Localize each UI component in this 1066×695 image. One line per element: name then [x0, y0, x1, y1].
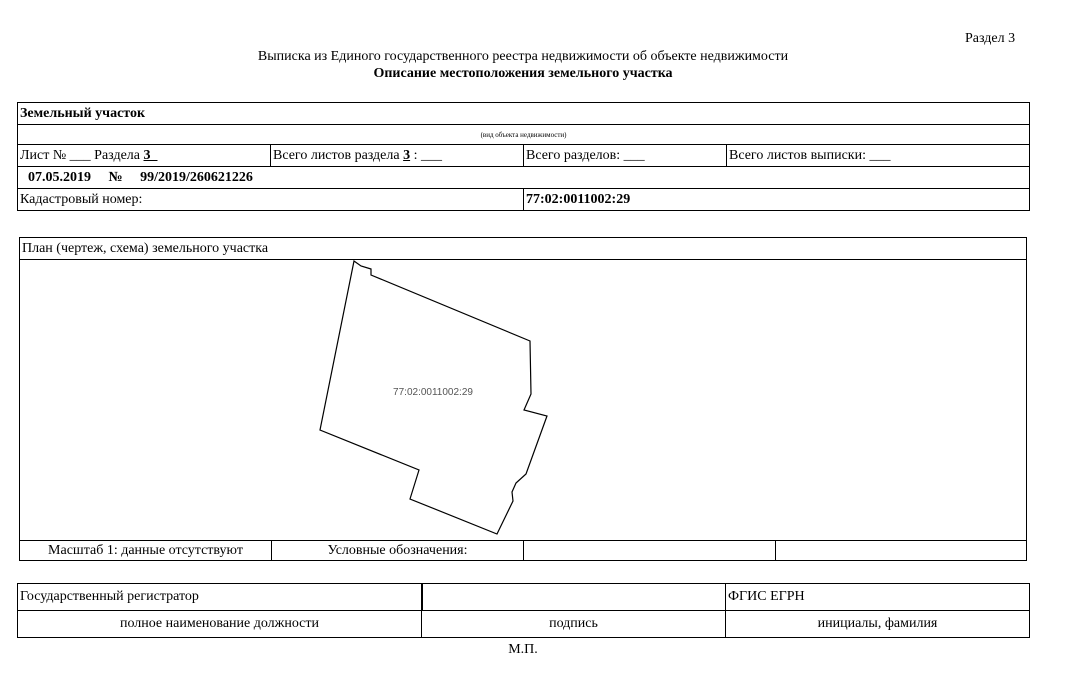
legend-label-cell: Условные обозначения:	[272, 541, 524, 561]
registrar-name: ФГИС ЕГРН	[726, 584, 1030, 611]
land-plan	[19, 237, 1027, 561]
parcel-label: 77:02:0011002:29	[393, 387, 473, 398]
parcel-drawing	[20, 260, 1026, 540]
record-date: 07.05.2019	[28, 169, 91, 185]
record-number-sign: №	[108, 169, 123, 185]
caption-name: инициалы, фамилия	[726, 611, 1030, 638]
total-sheets-section-number: 3	[403, 147, 411, 163]
seal-place: М.П.	[508, 642, 538, 657]
legend-row	[20, 540, 1026, 561]
plan-title: План (чертеж, схема) земельного участка	[20, 238, 1026, 260]
document-subtitle: Описание местоположения земельного участка	[373, 66, 673, 81]
total-extract-sheets-cell: Всего листов выписки: ___	[727, 145, 1030, 167]
sheet-number-cell: Лист № ___ Раздела 3	[18, 145, 271, 167]
legend-empty-cell	[524, 541, 776, 561]
scale-cell: Масштаб 1: данные отсутствуют	[20, 541, 272, 561]
legend-empty-cell	[776, 541, 1026, 561]
object-info-table	[17, 102, 1030, 211]
cadastral-label: Кадастровый номер:	[18, 189, 524, 211]
caption-position: полное наименование должности	[18, 611, 422, 638]
object-type-caption: (вид объекта недвижимости)	[18, 125, 1030, 145]
registrar-signature	[422, 584, 726, 611]
cadastral-number: 77:02:0011002:29	[524, 189, 1030, 211]
record-date-number	[18, 167, 1030, 189]
signature-table	[17, 583, 1030, 638]
object-type: Земельный участок	[18, 103, 1030, 125]
total-sections-cell: Всего разделов: ___	[524, 145, 727, 167]
sheet-section-number: 3	[143, 147, 151, 163]
document-title: Выписка из Единого государственного реестра недвижимости об объекте недвижимости	[257, 49, 789, 64]
registrar-position: Государственный регистратор	[18, 584, 422, 611]
section-label: Раздел 3	[965, 31, 1016, 46]
record-number: 99/2019/260621226	[140, 169, 253, 185]
total-sheets-section-cell: Всего листов раздела 3 : ___	[271, 145, 524, 167]
caption-signature: подпись	[422, 611, 726, 638]
